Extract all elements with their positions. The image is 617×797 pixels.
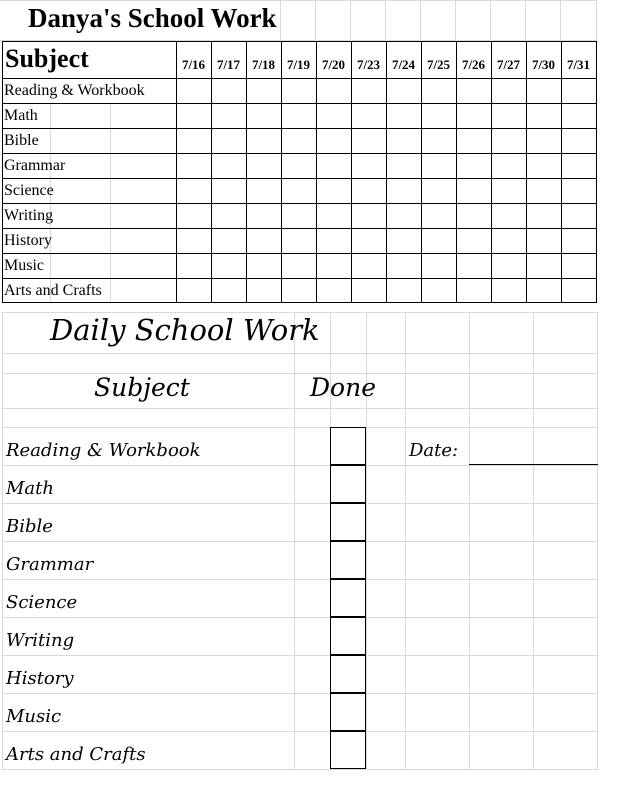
check-cell[interactable] (247, 79, 281, 103)
gridline (315, 0, 316, 41)
subject-column-header: Subject (5, 44, 89, 73)
subject-row-label: Arts and Crafts (4, 282, 102, 299)
check-cell[interactable] (282, 104, 316, 128)
check-cell[interactable] (492, 204, 526, 228)
check-cell[interactable] (422, 254, 456, 278)
check-cell[interactable] (387, 254, 421, 278)
check-cell[interactable] (562, 204, 596, 228)
check-cell[interactable] (492, 279, 526, 303)
gridline (0, 0, 597, 1)
check-cell[interactable] (457, 279, 491, 303)
check-cell[interactable] (492, 179, 526, 203)
check-cell[interactable] (352, 179, 386, 203)
check-cell[interactable] (457, 104, 491, 128)
gridline (2, 693, 598, 694)
gridline (2, 465, 598, 466)
subject-row-label: Bible (4, 132, 39, 149)
check-cell[interactable] (457, 254, 491, 278)
done-checkbox[interactable] (330, 655, 366, 693)
check-cell[interactable] (282, 254, 316, 278)
check-cell[interactable] (527, 279, 561, 303)
date-column-header: 7/26 (461, 57, 486, 72)
subject-row-label: Math (4, 107, 38, 124)
date-column-header: 7/30 (531, 57, 556, 72)
check-cell[interactable] (352, 229, 386, 253)
check-cell[interactable] (387, 229, 421, 253)
gridline (2, 373, 598, 374)
gridline (455, 0, 456, 41)
check-cell[interactable] (527, 154, 561, 178)
gridline (2, 579, 598, 580)
done-checkbox[interactable] (330, 427, 366, 465)
date-column-header: 7/23 (356, 57, 381, 72)
daily-subject-label: Math (6, 478, 54, 499)
done-checkbox[interactable] (330, 617, 366, 655)
check-cell[interactable] (352, 104, 386, 128)
date-column-header: 7/20 (321, 57, 346, 72)
gridline (560, 0, 561, 41)
gridline (385, 0, 386, 41)
check-cell[interactable] (317, 179, 351, 203)
subject-row-label: Grammar (4, 157, 66, 174)
date-column-header: 7/19 (286, 57, 311, 72)
check-cell[interactable] (387, 279, 421, 303)
check-cell[interactable] (562, 79, 596, 103)
done-checkbox[interactable] (330, 693, 366, 731)
check-cell[interactable] (527, 204, 561, 228)
daily-subject-label: Music (6, 706, 62, 727)
check-cell[interactable] (177, 104, 211, 128)
check-cell[interactable] (317, 279, 351, 303)
check-cell[interactable] (527, 79, 561, 103)
check-cell[interactable] (352, 79, 386, 103)
check-cell[interactable] (177, 179, 211, 203)
gridline (490, 0, 491, 41)
check-cell[interactable] (422, 129, 456, 153)
check-cell[interactable] (212, 279, 246, 303)
table-border (2, 41, 3, 303)
check-cell[interactable] (352, 129, 386, 153)
subject-row-label: Writing (4, 207, 54, 224)
date-column-header: 7/18 (251, 57, 276, 72)
check-cell[interactable] (562, 104, 596, 128)
daily-title: Daily School Work (50, 313, 320, 347)
check-cell[interactable] (177, 204, 211, 228)
gridline (2, 655, 598, 656)
check-cell[interactable] (212, 204, 246, 228)
check-cell[interactable] (562, 179, 596, 203)
check-cell[interactable] (352, 154, 386, 178)
gridline (420, 0, 421, 41)
check-cell[interactable] (527, 104, 561, 128)
table-border (2, 41, 597, 42)
check-cell[interactable] (492, 129, 526, 153)
gridline (2, 427, 598, 428)
check-cell[interactable] (352, 279, 386, 303)
check-cell[interactable] (492, 104, 526, 128)
date-column-header: 7/24 (391, 57, 416, 72)
check-cell[interactable] (247, 154, 281, 178)
daily-subject-label: Arts and Crafts (6, 744, 146, 765)
check-cell[interactable] (282, 179, 316, 203)
daily-subject-label: History (6, 668, 74, 689)
check-cell[interactable] (457, 79, 491, 103)
gridline (280, 0, 281, 41)
check-cell[interactable] (562, 154, 596, 178)
check-cell[interactable] (457, 179, 491, 203)
daily-subject-label: Writing (6, 630, 75, 651)
table-rule (596, 41, 597, 303)
check-cell[interactable] (247, 129, 281, 153)
check-cell[interactable] (492, 229, 526, 253)
check-cell[interactable] (177, 229, 211, 253)
check-cell[interactable] (387, 129, 421, 153)
check-cell[interactable] (282, 229, 316, 253)
check-cell[interactable] (212, 79, 246, 103)
check-cell[interactable] (317, 129, 351, 153)
check-cell[interactable] (562, 129, 596, 153)
check-cell[interactable] (422, 279, 456, 303)
check-cell[interactable] (352, 204, 386, 228)
check-cell[interactable] (177, 154, 211, 178)
done-checkbox[interactable] (330, 541, 366, 579)
check-cell[interactable] (457, 229, 491, 253)
daily-subject-label: Grammar (6, 554, 94, 575)
check-cell[interactable] (527, 229, 561, 253)
check-cell[interactable] (177, 129, 211, 153)
check-cell[interactable] (247, 254, 281, 278)
date-label: Date: (409, 440, 459, 461)
check-cell[interactable] (562, 229, 596, 253)
check-cell[interactable] (212, 104, 246, 128)
check-cell[interactable] (562, 279, 596, 303)
daily-subject-label: Science (6, 592, 78, 613)
check-cell[interactable] (247, 104, 281, 128)
check-cell[interactable] (527, 129, 561, 153)
check-cell[interactable] (212, 154, 246, 178)
check-cell[interactable] (317, 254, 351, 278)
check-cell[interactable] (177, 279, 211, 303)
date-column-header: 7/17 (216, 57, 241, 72)
check-cell[interactable] (422, 79, 456, 103)
check-cell[interactable] (317, 229, 351, 253)
check-cell[interactable] (422, 179, 456, 203)
check-cell[interactable] (317, 204, 351, 228)
check-cell[interactable] (317, 154, 351, 178)
check-cell[interactable] (177, 79, 211, 103)
sheet-title: Danya's School Work (28, 3, 277, 33)
gridline (2, 731, 598, 732)
gridline (2, 503, 598, 504)
daily-subject-label: Reading & Workbook (6, 440, 201, 461)
check-cell[interactable] (177, 254, 211, 278)
check-cell[interactable] (387, 104, 421, 128)
date-line[interactable] (469, 464, 598, 465)
subject-row-label: History (4, 232, 52, 249)
check-cell[interactable] (422, 229, 456, 253)
check-cell[interactable] (282, 129, 316, 153)
done-checkbox[interactable] (330, 579, 366, 617)
gridline (525, 0, 526, 41)
check-cell[interactable] (247, 229, 281, 253)
check-cell[interactable] (492, 79, 526, 103)
check-cell[interactable] (247, 179, 281, 203)
date-column-header: 7/25 (426, 57, 451, 72)
check-cell[interactable] (562, 254, 596, 278)
done-checkbox[interactable] (330, 731, 366, 769)
subject-row-label: Reading & Workbook (4, 82, 145, 99)
check-cell[interactable] (492, 254, 526, 278)
check-cell[interactable] (212, 229, 246, 253)
gridline (2, 769, 598, 770)
gridline (2, 617, 598, 618)
gridline (596, 0, 597, 41)
check-cell[interactable] (422, 154, 456, 178)
check-cell[interactable] (352, 254, 386, 278)
check-cell[interactable] (457, 204, 491, 228)
check-cell[interactable] (387, 154, 421, 178)
check-cell[interactable] (422, 204, 456, 228)
check-cell[interactable] (422, 104, 456, 128)
check-cell[interactable] (212, 254, 246, 278)
check-cell[interactable] (527, 179, 561, 203)
daily-subject-header: Subject (94, 373, 190, 402)
check-cell[interactable] (247, 279, 281, 303)
check-cell[interactable] (282, 154, 316, 178)
check-cell[interactable] (387, 179, 421, 203)
check-cell[interactable] (282, 79, 316, 103)
done-checkbox[interactable] (330, 465, 366, 503)
gridline (2, 541, 598, 542)
check-cell[interactable] (457, 154, 491, 178)
daily-subject-label: Bible (6, 516, 53, 537)
check-cell[interactable] (317, 79, 351, 103)
check-cell[interactable] (282, 279, 316, 303)
check-cell[interactable] (387, 79, 421, 103)
daily-done-header: Done (310, 373, 376, 402)
date-column-header: 7/31 (566, 57, 591, 72)
gridline (2, 353, 598, 354)
check-cell[interactable] (212, 179, 246, 203)
check-cell[interactable] (282, 204, 316, 228)
check-cell[interactable] (387, 204, 421, 228)
check-cell[interactable] (527, 254, 561, 278)
date-column-header: 7/16 (181, 57, 206, 72)
done-checkbox[interactable] (330, 503, 366, 541)
subject-row-label: Science (4, 182, 54, 199)
gridline (350, 0, 351, 41)
check-cell[interactable] (492, 154, 526, 178)
check-cell[interactable] (457, 129, 491, 153)
subject-row-label: Music (4, 257, 44, 274)
date-column-header: 7/27 (496, 57, 521, 72)
check-cell[interactable] (317, 104, 351, 128)
check-cell[interactable] (247, 204, 281, 228)
check-cell[interactable] (212, 129, 246, 153)
gridline (2, 408, 598, 409)
